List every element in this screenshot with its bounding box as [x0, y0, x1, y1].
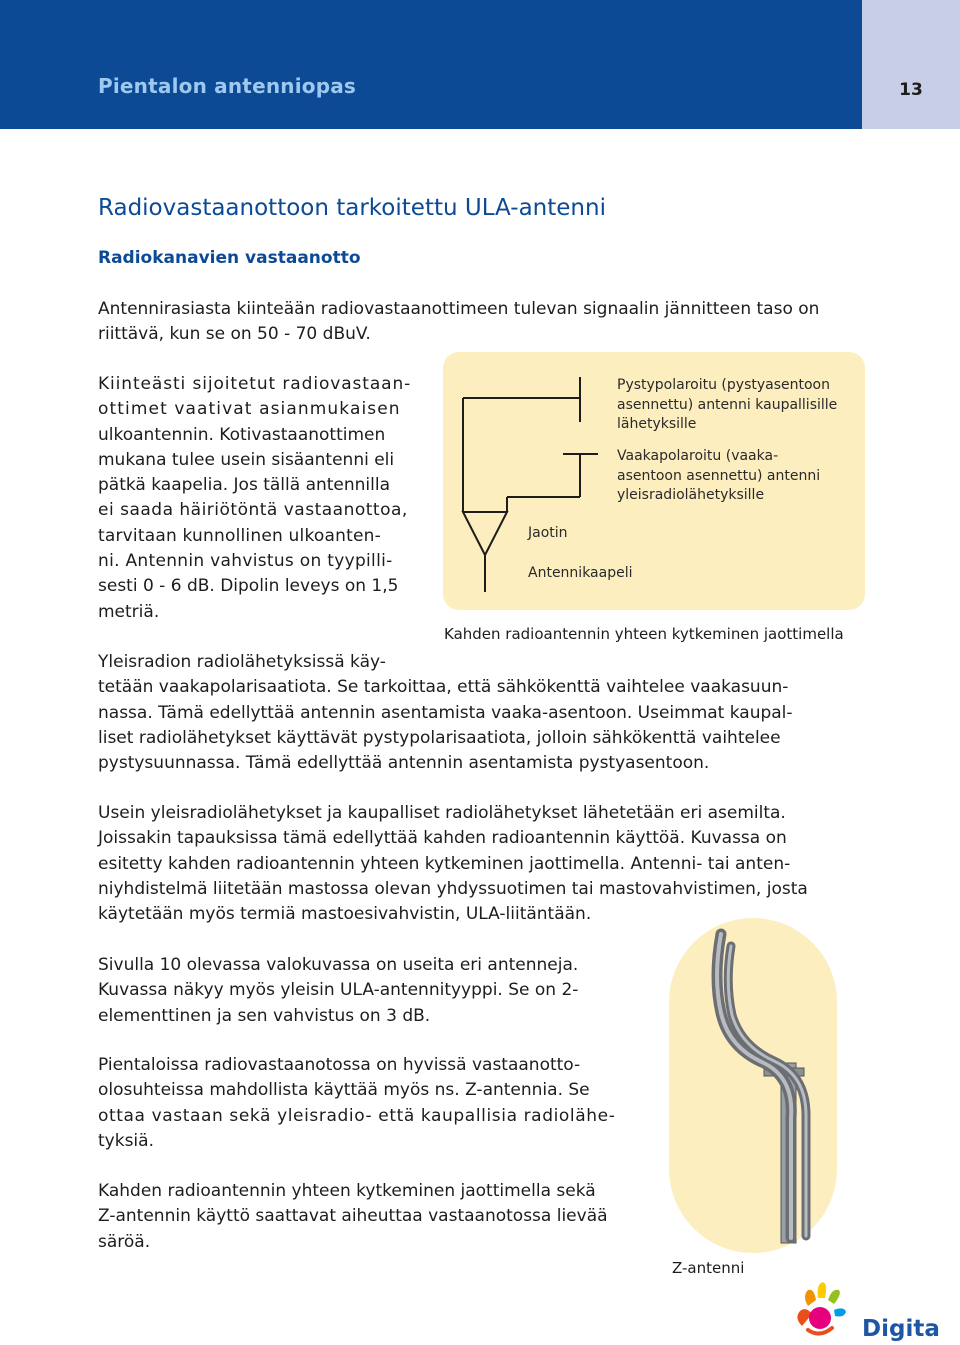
- text-line: asennettu) antenni kaupallisille: [617, 396, 838, 413]
- label-horizontal-antenna: [617, 447, 820, 506]
- text-line: metriä.: [98, 601, 160, 622]
- text-line: elementtinen ja sen vahvistus on 3 dB.: [98, 1005, 431, 1026]
- paragraph-z-antenna: [98, 1053, 615, 1154]
- text-line: Pystypolaroitu (pystyasentoon: [617, 377, 830, 393]
- label-splitter: Jaotin: [528, 525, 568, 541]
- header-bar: [0, 0, 862, 129]
- text-line: ei saada häiriötöntä vastaanottoa,: [98, 500, 408, 521]
- document-title: Pientalon antenniopas: [98, 74, 357, 98]
- text-line: Antennirasiasta kiinteään radiovastaanottimeen tulevan signaalin jännitteen taso on: [98, 299, 820, 319]
- text-line: Yleisradion radiolähetyksissä käy-: [98, 652, 386, 672]
- page-number-box: [862, 0, 960, 129]
- text-line: ni. Antennin vahvistus on tyypilli-: [98, 551, 393, 572]
- diagram-caption: Kahden radioantennin yhteen kytkeminen jaottimella: [444, 625, 844, 643]
- paragraph-distortion: [98, 1179, 608, 1255]
- text-line: tyksiä.: [98, 1130, 154, 1151]
- z-antenna-illustration: [669, 918, 837, 1258]
- paragraph-photo-reference: [98, 953, 578, 1029]
- digita-logo-text: Digita: [862, 1316, 940, 1342]
- z-antenna-caption: Z-antenni: [672, 1259, 745, 1277]
- article-title: Radiovastaanottoon tarkoitettu ULA-antenni: [98, 195, 606, 221]
- text-line: Kahden radioantennin yhteen kytkeminen jaottimella sekä: [98, 1181, 596, 1201]
- text-line: lähetyksille: [617, 416, 697, 432]
- text-line: asentoon asennettu) antenni: [617, 467, 821, 484]
- text-line: Vaakapolaroitu (vaaka-: [617, 448, 779, 464]
- text-line: Z-antennin käyttö saattavat aiheuttaa vastaanotossa lievää: [98, 1206, 608, 1227]
- text-line: Pientaloissa radiovastaanotossa on hyvissä vastaanotto-: [98, 1055, 581, 1075]
- text-line: riittävä, kun se on 50 - 70 dBuV.: [98, 324, 371, 345]
- text-line: mukana tulee usein sisäantenni eli: [98, 449, 395, 470]
- text-line: yleisradiolähetyksille: [617, 487, 765, 503]
- text-line: tetään vaakapolarisaatiota. Se tarkoittaa, että sähkökenttä vaihtelee vaakasuun-: [98, 677, 789, 698]
- text-line: pystysuunnassa. Tämä edellyttää antennin asentamista pystyasentoon.: [98, 753, 710, 774]
- label-antenna-cable: Antennikaapeli: [528, 565, 633, 581]
- text-line: säröä.: [98, 1231, 151, 1252]
- paragraph-two-antennas: [98, 801, 808, 927]
- text-line: niyhdistelmä liitetään mastossa olevan yhdyssuotimen tai mastovahvistimen, josta: [98, 878, 808, 899]
- text-line: liset radiolähetykset käyttävät pystypolarisaatiota, jolloin sähkökenttä vaihtelee: [98, 727, 781, 748]
- digita-logo-icon: [790, 1278, 860, 1343]
- text-line: tarvitaan kunnollinen ulkoanten-: [98, 525, 381, 546]
- splitter-symbol: [463, 512, 507, 555]
- text-line: Usein yleisradiolähetykset ja kaupalliset radiolähetykset lähetetään eri asemilta.: [98, 803, 786, 823]
- page-number: 13: [899, 80, 923, 100]
- text-line: Joissakin tapauksissa tämä edellyttää kahden radioantennin käyttöä. Kuvassa on: [98, 828, 787, 849]
- text-line: Kiinteästi sijoitetut radiovastaan-: [98, 374, 412, 394]
- text-line: olosuhteissa mahdollista käyttää myös ns. Z-antennia. Se: [98, 1080, 590, 1101]
- paragraph-polarisation: [98, 650, 793, 776]
- text-line: nassa. Tämä edellyttää antennin asentamista vaaka-asentoon. Useimmat kaupal-: [98, 702, 793, 723]
- text-line: esitetty kahden radioantennin yhteen kytkeminen jaottimella. Antenni- tai anten-: [98, 853, 791, 874]
- text-line: ulkoantennin. Kotivastaanottimen: [98, 424, 386, 445]
- label-vertical-antenna: [617, 376, 837, 435]
- section-subtitle: Radiokanavien vastaanotto: [98, 248, 361, 268]
- text-line: ottaa vastaan sekä yleisradio- että kaupallisia radiolähe-: [98, 1105, 616, 1126]
- text-line: käytetään myös termiä mastoesivahvistin, ULA-liitäntään.: [98, 904, 592, 925]
- text-line: Sivulla 10 olevassa valokuvassa on useita eri antenneja.: [98, 955, 579, 975]
- text-line: ottimet vaativat asianmukaisen: [98, 399, 401, 420]
- paragraph-outdoor-antenna: [98, 372, 411, 625]
- paragraph-signal-level: [98, 297, 819, 348]
- text-line: Kuvassa näkyy myös yleisin ULA-antennityyppi. Se on 2-: [98, 980, 579, 1001]
- text-line: pätkä kaapelia. Jos tällä antennilla: [98, 475, 391, 496]
- text-line: sesti 0 - 6 dB. Dipolin leveys on 1,5: [98, 576, 399, 597]
